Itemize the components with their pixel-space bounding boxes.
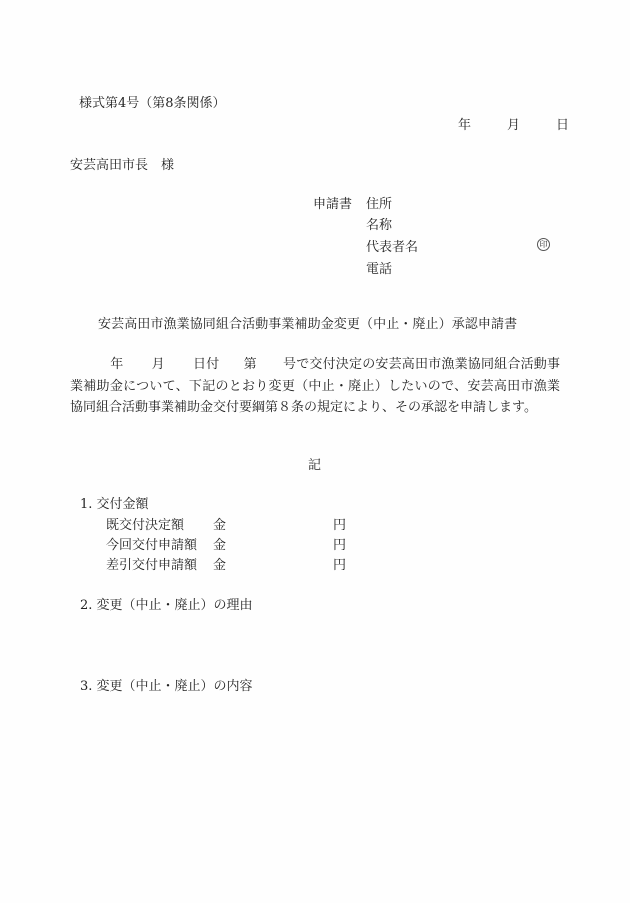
body-year: 年	[110, 357, 124, 372]
section-heading-amount: 1. 交付金額	[80, 497, 149, 512]
applicant-representative-label: 代表者名	[366, 240, 419, 255]
ki-heading: 記	[308, 458, 322, 473]
date-year: 年	[458, 118, 472, 133]
date-month: 月	[507, 118, 521, 133]
amount-row-unit: 円	[333, 538, 347, 553]
amount-row-prefix: 金	[213, 538, 227, 553]
body-month: 月	[151, 357, 165, 372]
document-title: 安芸高田市漁業協同組合活動事業補助金変更（中止・廃止）承認申請書	[98, 317, 518, 332]
body-text: 号で交付決定の安芸高田市漁業協同組合活動事業補助金について、下記のとおり変更（中止・廃止）したいので、安芸高田市漁業協同組合活動事業補助金交付要綱第８条の規定により、その承認を申請します。	[70, 357, 560, 415]
seal-icon: 印	[537, 238, 550, 251]
applicant-label: 申請書	[313, 197, 353, 212]
amount-row-label: 差引交付申請額	[106, 558, 198, 573]
amount-row-prefix: 金	[213, 518, 227, 533]
section-heading-content: 3. 変更（中止・廃止）の内容	[80, 679, 253, 694]
body-day: 日付	[192, 357, 220, 372]
amount-row-unit: 円	[333, 518, 347, 533]
amount-row-unit: 円	[333, 558, 347, 573]
addressee: 安芸高田市長 様	[70, 158, 175, 173]
body-number-prefix: 第	[243, 357, 257, 372]
section-heading-reason: 2. 変更（中止・廃止）の理由	[80, 598, 253, 613]
date-day: 日	[556, 118, 570, 133]
form-number: 様式第4号（第8条関係）	[79, 96, 226, 111]
applicant-name-label: 名称	[366, 218, 393, 233]
amount-row-label: 既交付決定額	[106, 518, 185, 533]
applicant-address-label: 住所	[366, 197, 393, 212]
applicant-phone-label: 電話	[366, 262, 393, 277]
amount-row-label: 今回交付申請額	[106, 538, 198, 553]
date-line	[458, 118, 569, 134]
body-paragraph	[70, 354, 560, 419]
amount-row-prefix: 金	[213, 558, 227, 573]
